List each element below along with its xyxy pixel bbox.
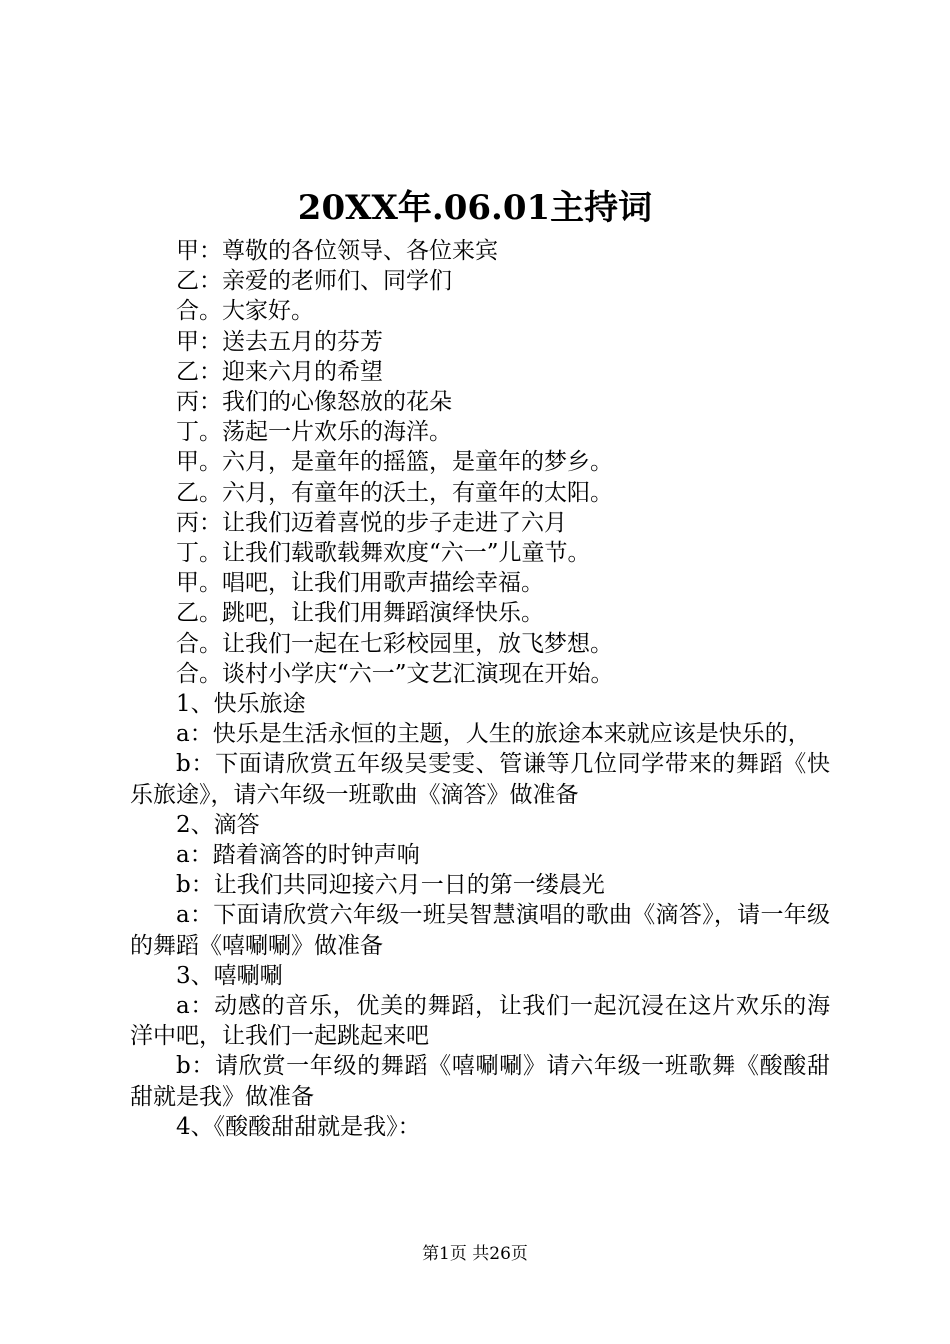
paragraph: 甲：尊敬的各位领导、各位来宾 bbox=[176, 238, 498, 264]
paragraph: b：请欣赏一年级的舞蹈《嘻唰唰》请六年级一班歌舞《酸酸甜甜就是我》做准备 bbox=[130, 1053, 830, 1110]
section-heading: 4、《酸酸甜甜就是我》： bbox=[176, 1113, 421, 1140]
paragraph: 乙：迎来六月的希望 bbox=[176, 358, 383, 385]
paragraph: a：踏着滴答的时钟声响 bbox=[176, 842, 420, 869]
document-body bbox=[130, 236, 830, 1142]
paragraph: 乙。六月，有童年的沃土，有童年的太阳。 bbox=[176, 479, 613, 506]
paragraph: 甲。唱吧，让我们用歌声描绘幸福。 bbox=[176, 570, 544, 597]
paragraph: 丁。让我们载歌载舞欢度“六一”儿童节。 bbox=[176, 540, 591, 567]
paragraph: 合。大家好。 bbox=[176, 298, 314, 325]
paragraph: 合。让我们一起在七彩校园里，放飞梦想。 bbox=[176, 630, 613, 657]
paragraph: 丙：我们的心像怒放的花朵 bbox=[176, 389, 452, 416]
paragraph: 乙。跳吧，让我们用舞蹈演绎快乐。 bbox=[176, 600, 544, 627]
paragraph: a：快乐是生活永恒的主题，人生的旅途本来就应该是快乐的， bbox=[176, 721, 811, 748]
paragraph: b：让我们共同迎接六月一日的第一缕晨光 bbox=[176, 872, 605, 899]
paragraph: 丁。荡起一片欢乐的海洋。 bbox=[176, 419, 452, 446]
paragraph: 丙：让我们迈着喜悦的步子走进了六月 bbox=[176, 509, 567, 536]
section-heading: 1、快乐旅途 bbox=[176, 691, 306, 718]
paragraph: b：下面请欣赏五年级吴雯雯、管谦等几位同学带来的舞蹈《快乐旅途》，请六年级一班歌曲《滴答》做准备 bbox=[130, 751, 830, 808]
paragraph: a：下面请欣赏六年级一班吴智慧演唱的歌曲《滴答》，请一年级的舞蹈《嘻唰唰》做准备 bbox=[130, 902, 830, 959]
paragraph: 合。谈村小学庆“六一”文艺汇演现在开始。 bbox=[176, 660, 614, 687]
paragraph: 乙：亲爱的老师们、同学们 bbox=[176, 268, 452, 295]
paragraph: a：动感的音乐，优美的舞蹈，让我们一起沉浸在这片欢乐的海洋中吧，让我们一起跳起来吧 bbox=[130, 993, 830, 1050]
section-heading: 3、嘻唰唰 bbox=[176, 962, 283, 989]
paragraph: 甲。六月，是童年的摇篮，是童年的梦乡。 bbox=[176, 449, 613, 476]
paragraph: 甲：送去五月的芬芳 bbox=[176, 328, 383, 355]
document-title: 20XX年.06.01主持词 bbox=[297, 188, 653, 228]
page-footer: 第1页 共26页 bbox=[422, 1244, 528, 1264]
section-heading: 2、滴答 bbox=[176, 811, 260, 838]
